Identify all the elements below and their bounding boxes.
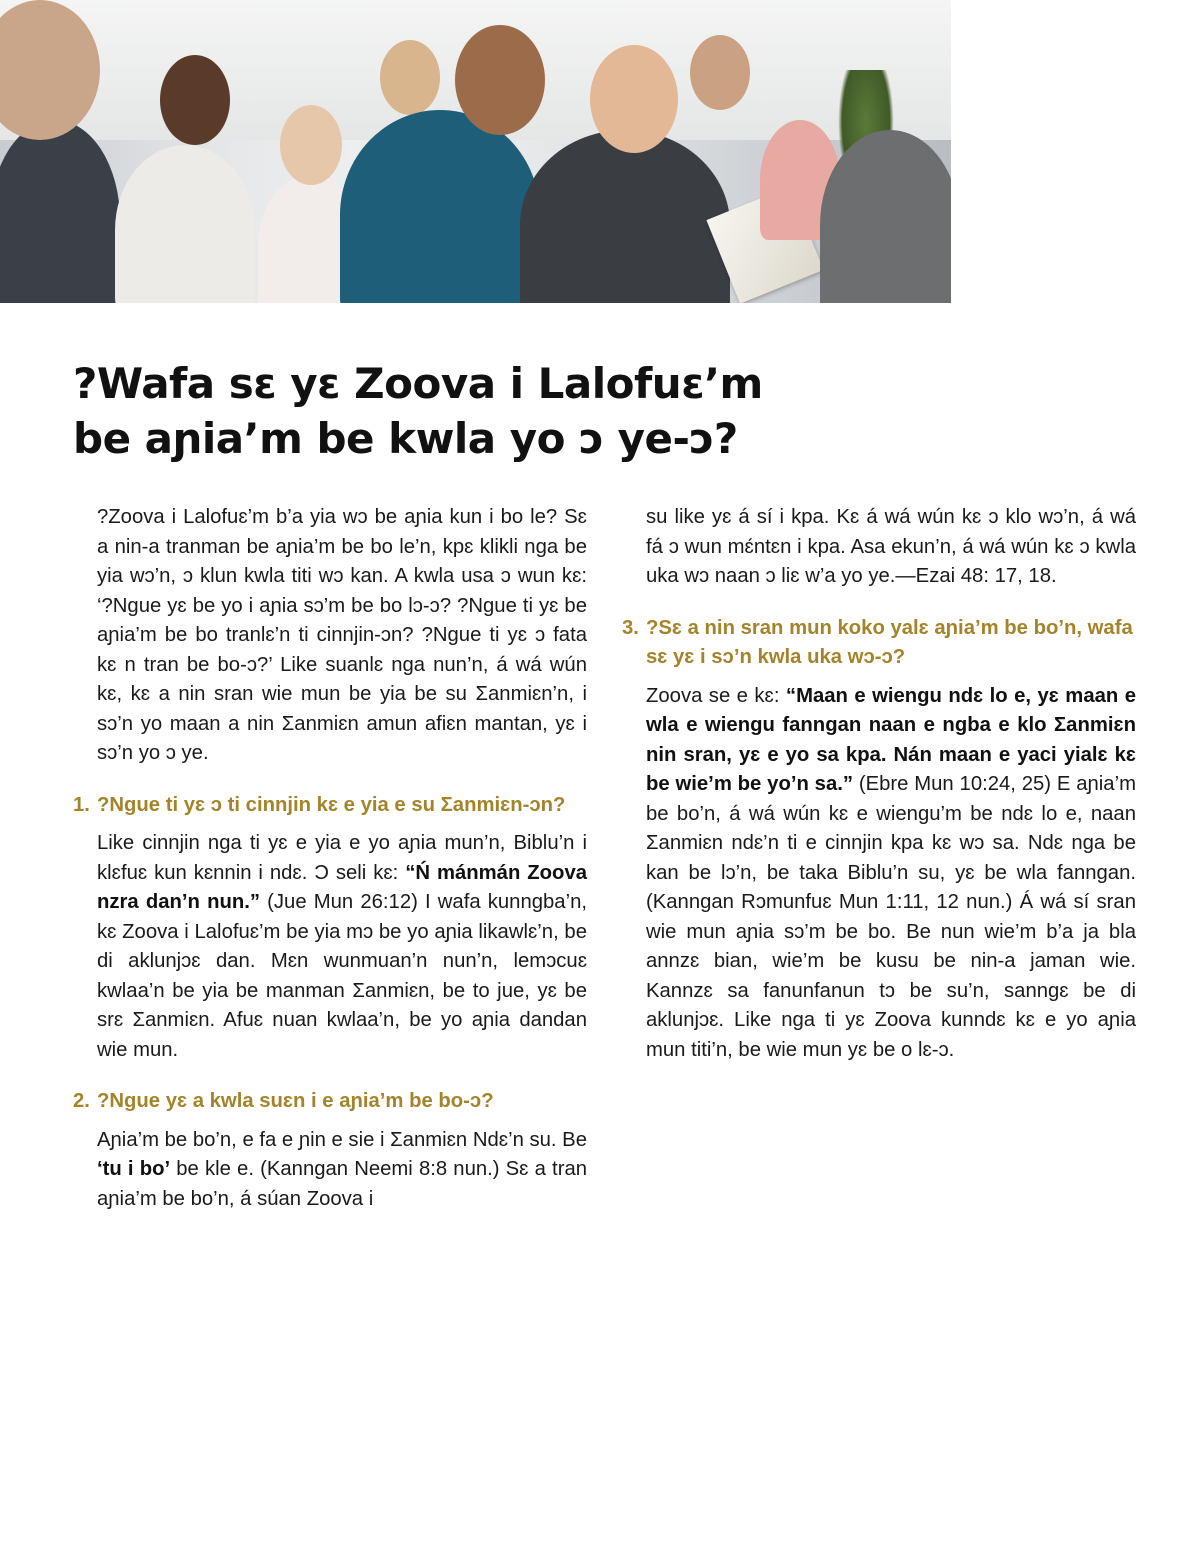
photo-person bbox=[520, 130, 730, 303]
lesson-title bbox=[73, 356, 1073, 466]
scripture-quote: ‘tu i bo’ bbox=[97, 1158, 171, 1180]
photo-head bbox=[455, 25, 545, 135]
answer-text: Zoova se e kɛ: bbox=[646, 684, 786, 707]
answer-text: (Jue Mun 26:12) I wafa kunngba’n, kɛ Zoova i Lalofuɛ’m be yia mɔ be yo aɲia likawlɛ’n, be di aklunjɔɛ dan. Mɛn wunmuan’n nun’n, lemɔcuɛ kwlaa’n be yia be manman Ʃanmiɛn, be to jue, yɛ be srɛ Ʃanmiɛn. Afuɛ nuan kwlaa’n, be yo aɲia dandan wie mun. bbox=[97, 891, 587, 1061]
photo-head bbox=[380, 40, 440, 115]
intro-paragraph: ?Zoova i Lalofuɛ’m b’a yia wɔ be aɲia kun i bo le? Sɛ a nin-a tranman be aɲia’m be bo le’n, kpɛ klikli nga be yia wɔ’n, ɔ klun kwla titi wɔ kan. A kwla usa ɔ wun kɛ: ‘?Ngue yɛ be yo i aɲia sɔ’m be bo lɔ-ɔ? ?Ngue ti yɛ be aɲia’m be bo tranlɛ’n ti cinnjin-ɔn? ?Ngue ti yɛ ɔ fata kɛ n tran be bo-ɔ?’ Like suanlɛ nga nun’n, á wá wún kɛ, kɛ a nin sran wie mun be yia be su Ʃanmiɛn’n, i sɔ’n yo maan a nin Ʃanmiɛn amun afiɛn mantan, yɛ i sɔ’n yo ɔ ye. bbox=[97, 506, 587, 764]
header-photo bbox=[0, 0, 951, 303]
photo-head bbox=[160, 55, 230, 145]
question-number: 3. bbox=[622, 616, 639, 639]
question-3 bbox=[622, 614, 1136, 673]
answer-text: (Ebre Mun 10:24, 25) E aɲia’m be bo’n, á wá wún kɛ e wiengu’m be ndɛ lo e, naan Ʃanmiɛn ndɛ’n ti e cinnjin kpa kɛ wɔ sa. Ndɛ nga be kan be lɔ’n, be taka Biblu’n su, yɛ be wla fanngan. (Kanngan Rɔmunfuɛ Mun 1:11, 12 nun.) Á wá sí sran wie mun aɲia sɔ’m be bo. Be nun wie’m b’a ja bla annzɛ bian, wie’m be kusu be nin-a jaman wie. Kannzɛ sa fanunfanun tɔ be su’n, sanngɛ be di aklunjɔɛ. Like nga ti yɛ Zoova kunndɛ kɛ e yo aɲia mun titi’n, be wie mun yɛ be o lɛ-ɔ. bbox=[646, 773, 1136, 1061]
question-text: ?Sɛ a nin sran mun koko yalɛ aɲia’m be bo’n, wafa sɛ yɛ i sɔ’n kwla uka wɔ-ɔ? bbox=[646, 616, 1133, 668]
right-column bbox=[622, 503, 1136, 1065]
lesson-title-line-2: be aɲia’m be kwla yo ɔ ye-ɔ? bbox=[73, 414, 738, 463]
scripture-quote: “Maan e wiengu ndɛ lo e, yɛ maan e wla e wiengu fanngan naan e ngba e klo Ʃanmiɛn nin sran, yɛ e yo sa kpa. Nán maan e yaci yialɛ kɛ be wie’m be yo’n sa.” bbox=[646, 684, 1136, 795]
photo-person bbox=[115, 145, 255, 303]
photo-head bbox=[690, 35, 750, 110]
question-2 bbox=[73, 1087, 587, 1117]
answer-1-paragraph bbox=[73, 829, 587, 1065]
question-number: 1. bbox=[73, 793, 90, 816]
answer-3-paragraph bbox=[622, 682, 1136, 1066]
question-1 bbox=[73, 791, 587, 821]
answer-text: Aɲia’m be bo’n, e fa e ɲin e sie i Ʃanmiɛn Ndɛ’n su. Be bbox=[97, 1128, 587, 1151]
chapter-underline bbox=[958, 0, 1200, 303]
question-text: ?Ngue yɛ a kwla suɛn i e aɲia’m be bo-ɔ? bbox=[97, 1090, 494, 1112]
answer-2-continued: su like yɛ á sí i kpa. Kɛ á wá wún kɛ ɔ klo wɔ’n, á wá fá ɔ wun mɛ́ntɛn i kpa. Asa ekun’n, á wá wún kɛ ɔ kwla uka wɔ naan ɔ liɛ w’a yo ye.—Ezai 48: 17, 18. bbox=[646, 506, 1136, 587]
scripture-quote: “Ń mánmán Zoova nzra dan’n nun.” bbox=[97, 861, 588, 913]
lesson-title-line-1: ?Wafa sɛ yɛ Zoova i Lalofuɛ’m bbox=[73, 359, 763, 408]
answer-text: Like cinnjin nga ti yɛ e yia e yo aɲia mun’n, Biblu’n i klɛfuɛ kun kɛnnin i ndɛ. Ɔ seli kɛ: bbox=[97, 832, 587, 884]
photo-head bbox=[590, 45, 678, 153]
question-text: ?Ngue ti yɛ ɔ ti cinnjin kɛ e yia e su Ʃanmiɛn-ɔn? bbox=[97, 793, 566, 816]
answer-text: be kle e. (Kanngan Neemi 8:8 nun.) Sɛ a tran aɲia’m be bo’n, á súan Zoova i bbox=[97, 1158, 588, 1210]
photo-head bbox=[280, 105, 342, 185]
photo-person bbox=[0, 120, 120, 303]
question-number: 2. bbox=[73, 1090, 90, 1112]
answer-2-paragraph bbox=[73, 1126, 587, 1215]
left-column bbox=[73, 503, 587, 1214]
